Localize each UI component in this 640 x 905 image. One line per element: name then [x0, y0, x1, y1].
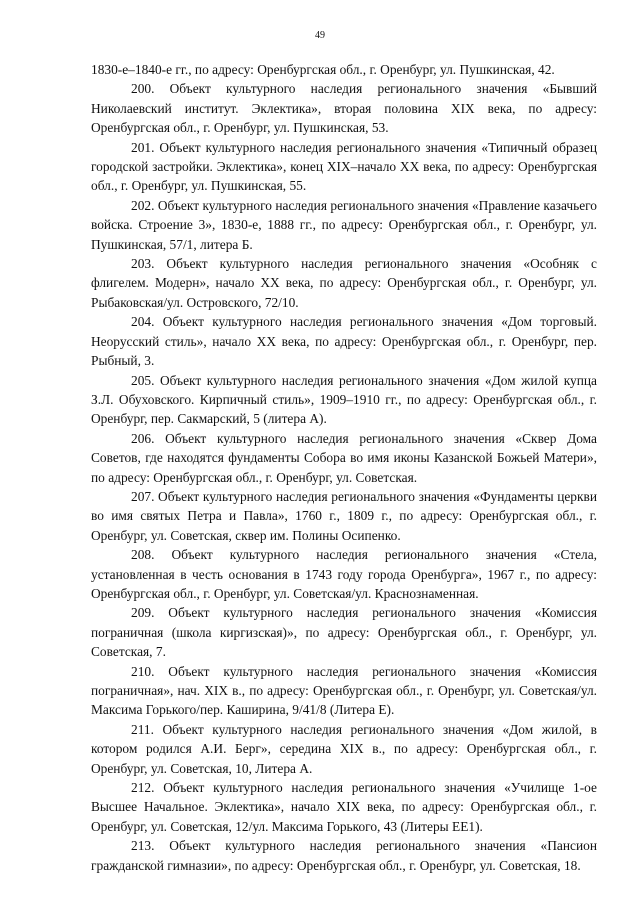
- page-number: 49: [315, 30, 325, 41]
- paragraph-item-211: 211. Объект культурного наследия регионального значения «Дом жилой, в котором родился А.И. Берг», середина XIX в., по адресу: Оренбургская обл., г. Оренбург, ул. Советская, 10, Литера А.: [91, 721, 597, 776]
- paragraph-item-209: 209. Объект культурного наследия регионального значения «Комиссия пограничная (школа киргизская)», по адресу: Оренбургская обл., г. Оренбург, ул. Советская, 7.: [91, 605, 597, 660]
- paragraph-item-201: 201. Объект культурного наследия регионального значения «Типичный образец городской застройки. Эклектика», конец XIX–начало XX века, по адресу: Оренбургская обл., г. Оренбург, ул. Пушкинская, 55.: [91, 139, 597, 194]
- document-body: [91, 60, 597, 875]
- paragraph-item-200: 200. Объект культурного наследия регионального значения «Бывший Николаевский институт. Эклектика», вторая половина XIX века, по адресу: Оренбургская обл., г. Оренбург, ул. Пушкинская, 53.: [91, 81, 597, 136]
- paragraph-item-208: 208. Объект культурного наследия регионального значения «Стела, установленная в честь основания в 1743 году города Оренбурга», 1967 г., по адресу: Оренбургская обл., г. Оренбург, ул. Советская/ул. Краснознаменная.: [91, 547, 597, 601]
- paragraph-item-203: 203. Объект культурного наследия регионального значения «Особняк с флигелем. Модерн», начало XX века, по адресу: Оренбургская обл., г. Оренбург, ул. Рыбаковская/ул. Островского, 72/10.: [91, 256, 597, 310]
- paragraph-item-202: 202. Объект культурного наследия регионального значения «Правление казачьего войска. Строение 3», 1830-е, 1888 гг., по адресу: Оренбургская обл., г. Оренбург, ул. Пушкинская, 57/1, литера Б.: [91, 197, 597, 252]
- paragraph-item-207: 207. Объект культурного наследия регионального значения «Фундаменты церкви во имя святых Петра и Павла», 1760 г., 1809 г., по адресу: Оренбургская обл., г. Оренбург, ул. Советская, сквер им. Полины Осипенко.: [91, 488, 597, 543]
- paragraph-continuation: 1830-е–1840-е гг., по адресу: Оренбургская обл., г. Оренбург, ул. Пушкинская, 42.: [91, 62, 555, 77]
- paragraph-item-210: 210. Объект культурного наследия регионального значения «Комиссия пограничная», нач. XIX в., по адресу: Оренбургская обл., г. Оренбург, ул. Советская/ул. Максима Горького/пер. Каширина, 9/41/8 (Литера Е).: [91, 663, 597, 718]
- paragraph-item-204: 204. Объект культурного наследия регионального значения «Дом торговый. Неорусский стиль», начало XX века, по адресу: Оренбургская обл., г. Оренбург, пер. Рыбный, 3.: [91, 314, 597, 369]
- paragraph-item-205: 205. Объект культурного наследия регионального значения «Дом жилой купца З.Л. Обуховского. Кирпичный стиль», 1909–1910 гг., по адресу: Оренбургская обл., г. Оренбург, пер. Сакмарский, 5 (литера А).: [91, 372, 597, 427]
- paragraph-item-212: 212. Объект культурного наследия регионального значения «Училище 1-ое Высшее Начальное. Эклектика», начало XIX века, по адресу: Оренбургская обл., г. Оренбург, ул. Советская, 12/ул. Максима Горького, 43 (Литеры ЕЕ1).: [91, 780, 597, 834]
- paragraph-item-206: 206. Объект культурного наследия регионального значения «Сквер Дома Советов, где находятся фундаменты Собора во имя иконы Казанской Божьей Матери», по адресу: Оренбургская обл., г. Оренбург, ул. Советская.: [91, 430, 597, 485]
- paragraph-item-213: 213. Объект культурного наследия регионального значения «Пансион гражданской гимназии», по адресу: Оренбургская обл., г. Оренбург, ул. Советская, 18.: [91, 838, 597, 873]
